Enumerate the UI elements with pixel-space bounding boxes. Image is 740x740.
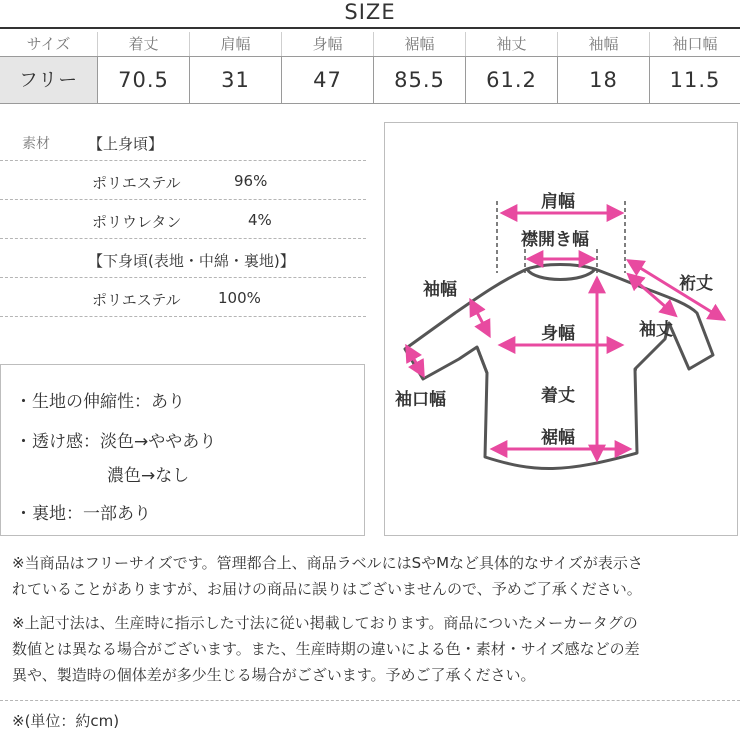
materials-list <box>0 122 366 317</box>
material-name: ポリエステル <box>92 174 181 192</box>
material-name: 【下身頃(表地・中綿・裏地)】 <box>88 252 295 270</box>
size-table-row <box>0 56 740 104</box>
measurement-diagram <box>384 122 738 536</box>
sleeve-width-arrow <box>471 301 489 335</box>
value-cell: 11.5 <box>669 68 721 92</box>
value-cell: 85.5 <box>374 57 466 103</box>
list-item <box>0 161 366 200</box>
size-label-cell: フリー <box>0 57 98 103</box>
header-cell: 袖丈 <box>466 32 558 56</box>
sleeve-length-label: 袖丈 <box>639 320 673 340</box>
sheer-text-dark: 濃色→なし <box>107 466 190 486</box>
list-item <box>0 122 366 161</box>
hem-width-label: 裾幅 <box>541 428 575 448</box>
cuff-width-arrow <box>407 347 423 375</box>
header-cell: サイズ <box>0 32 98 56</box>
lining-text: ・裏地：一部あり <box>15 504 151 524</box>
left-sleeve-seam <box>477 347 487 373</box>
material-name: ポリウレタン <box>92 213 182 231</box>
material-pct: 100% <box>218 289 261 307</box>
header-cell: 裾幅 <box>374 32 466 56</box>
page-title: SIZE <box>344 0 396 24</box>
neckline <box>527 269 595 280</box>
header-cell: 袖幅 <box>558 32 650 56</box>
header-cell: 袖口幅 <box>672 35 718 53</box>
cuff-width-label: 袖口幅 <box>395 390 446 410</box>
yuki-label: 裄丈 <box>679 274 713 294</box>
stretch-text: ・生地の伸縮性：あり <box>15 392 185 412</box>
title-divider <box>0 27 740 29</box>
sheer-text: ・透け感：淡色→ややあり <box>15 432 217 452</box>
note-2-line-3: 異や、製造時の個体差が多少生じる場合がございます。予めご了承ください。 <box>12 666 536 684</box>
note-1-line-1: ※当商品はフリーサイズです。管理都合上、商品ラベルにはSやMなど具体的なサイズが表示さ <box>12 554 643 572</box>
sleeve-width-label: 袖幅 <box>423 280 457 300</box>
material-name: 【上身頃】 <box>88 135 164 153</box>
value-cell: 31 <box>190 57 282 103</box>
body-width-label: 身幅 <box>541 324 575 344</box>
value-cell: 47 <box>282 57 374 103</box>
value-cell: 70.5 <box>98 57 190 103</box>
material-name: ポリエステル <box>92 291 181 309</box>
materials-label: 素材 <box>22 136 50 152</box>
unit-note: ※(単位：約cm) <box>12 712 120 730</box>
neck-label: 襟開き幅 <box>521 230 589 250</box>
material-pct: 4% <box>248 211 272 229</box>
shoulder-label: 肩幅 <box>541 192 575 212</box>
unit-divider <box>0 700 740 701</box>
note-2-line-2: 数値とは異なる場合がございます。また、生産時期の違いによる色・素材・サイズ感などの差 <box>12 640 640 658</box>
header-cell: 肩幅 <box>190 32 282 56</box>
length-label: 着丈 <box>541 386 575 406</box>
note-1-line-2: れていることがありますが、お届けの商品に誤りはございませんので、予めご了承ください。 <box>12 580 642 598</box>
material-pct: 96% <box>234 172 268 190</box>
header-cell: 着丈 <box>98 32 190 56</box>
value-cell: 18 <box>558 57 650 103</box>
sleeve-length-arrow <box>629 275 675 315</box>
list-item <box>0 278 366 317</box>
list-item <box>0 200 366 239</box>
note-2-line-1: ※上記寸法は、生産時に指示した寸法に従い掲載しております。商品についたメーカータグの <box>12 614 638 632</box>
size-table-header <box>0 32 740 56</box>
header-cell: 身幅 <box>282 32 374 56</box>
value-cell: 61.2 <box>466 57 558 103</box>
list-item <box>0 239 366 278</box>
fabric-properties-box <box>0 364 365 536</box>
